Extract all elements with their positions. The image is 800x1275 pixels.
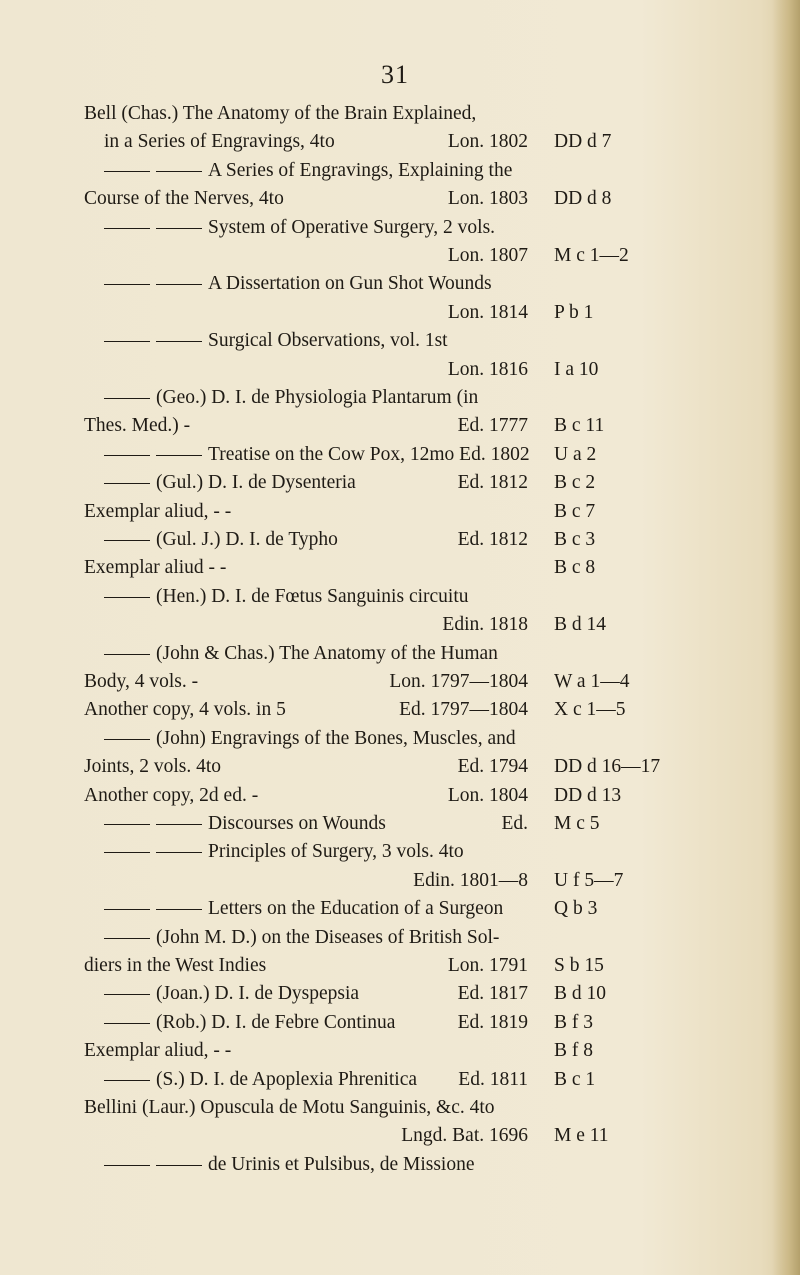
entry-title: System of Operative Surgery, 2 vols. [208, 216, 496, 238]
entry-title: Bellini (Laur.) Opuscula de Motu Sanguinis, &c. 4to [84, 1097, 495, 1118]
shelf-mark: Q b 3 [554, 898, 598, 920]
catalogue-line [0, 469, 800, 497]
imprint: Ed. 1817 [457, 983, 528, 1005]
catalogue-line [0, 327, 800, 355]
shelf-mark: B f 8 [554, 1040, 593, 1062]
ditto-rule [104, 739, 150, 740]
entry-text [104, 128, 335, 156]
entry-text [104, 1066, 417, 1094]
entry-title: (Geo.) D. I. de Physiologia Plantarum (in [156, 387, 479, 408]
imprint: Lon. 1804 [447, 784, 528, 806]
catalogue-line [0, 810, 800, 838]
entry-title: (Gul.) D. I. de Dysenteria [156, 472, 356, 494]
catalogue-line [0, 782, 800, 810]
shelf-mark: B d 14 [554, 614, 607, 636]
shelf-mark: B c 1 [554, 1068, 596, 1090]
entry-text [84, 753, 221, 781]
shelf-mark: DD d 16—17 [554, 756, 661, 778]
imprint: Ed. 1819 [457, 1011, 528, 1033]
entry-text [104, 441, 530, 469]
shelf-mark: I a 10 [554, 358, 599, 380]
entry-text [104, 980, 359, 1008]
shelf-mark: M c 5 [554, 813, 600, 834]
entry-title: Discourses on Wounds [208, 813, 386, 834]
catalogue-line [0, 1009, 800, 1037]
entry-text [104, 526, 338, 554]
imprint: Lon. 1797—1804 [389, 671, 528, 692]
shelf-mark: B d 10 [554, 983, 607, 1005]
shelf-mark: U f 5—7 [554, 869, 624, 891]
catalogue-line [0, 128, 800, 156]
catalogue-line [0, 412, 800, 440]
entry-text [84, 782, 258, 810]
shelf-mark: X c 1—5 [554, 699, 626, 721]
entry-text [104, 214, 495, 242]
ditto-rule [156, 824, 202, 825]
catalogue-line [0, 895, 800, 923]
imprint: Lon. 1807 [447, 245, 528, 266]
ditto-rule [104, 597, 150, 598]
catalogue-line [0, 214, 800, 242]
imprint: Lon. 1814 [447, 301, 528, 323]
entry-text [84, 1037, 231, 1065]
shelf-mark: B c 2 [554, 472, 596, 494]
shelf-mark: B c 8 [554, 557, 596, 579]
entry-title: Course of the Nerves, 4to [84, 188, 284, 210]
entry-title: A Series of Engravings, Explaining the [208, 159, 513, 181]
entry-text [104, 384, 478, 412]
ditto-rule [156, 455, 202, 456]
shelf-mark: B c 11 [554, 415, 605, 437]
imprint: Lon. 1802 [447, 131, 528, 153]
catalogue-line [0, 299, 800, 327]
ditto-rule [104, 540, 150, 541]
entry-text [84, 1094, 495, 1122]
entry-title: (Rob.) D. I. de Febre Continua [156, 1011, 396, 1033]
shelf-mark: DD d 13 [554, 784, 622, 806]
catalogue-line [0, 384, 800, 412]
shelf-mark: B c 7 [554, 500, 596, 522]
catalogue-line [0, 668, 800, 696]
ditto-rule [104, 1080, 150, 1081]
imprint: Lon. 1803 [447, 188, 528, 210]
ditto-rule [104, 483, 150, 484]
entry-text [104, 327, 448, 355]
shelf-mark: P b 1 [554, 301, 594, 323]
catalogue-line [0, 867, 800, 895]
ditto-rule [156, 171, 202, 172]
catalogue-line [0, 1066, 800, 1094]
ditto-rule [104, 341, 150, 342]
entry-text [104, 725, 516, 753]
imprint: Lon. 1791 [447, 955, 528, 976]
shelf-mark: M e 11 [554, 1125, 609, 1147]
entry-title: (Joan.) D. I. de Dyspepsia [156, 983, 360, 1005]
catalogue-line [0, 100, 800, 128]
catalogue-line [0, 980, 800, 1008]
catalogue-line [0, 725, 800, 753]
ditto-rule [156, 909, 202, 910]
entry-text [104, 810, 386, 838]
catalogue-line [0, 554, 800, 582]
catalogue-line [0, 696, 800, 724]
shelf-mark: W a 1—4 [554, 671, 630, 692]
entry-title: in a Series of Engravings, 4to [104, 131, 335, 153]
ditto-rule [104, 455, 150, 456]
entry-title: (Gul. J.) D. I. de Typho [156, 529, 338, 550]
shelf-mark: S b 15 [554, 955, 604, 976]
imprint: Ed. 1811 [458, 1068, 528, 1090]
entry-text [84, 554, 226, 582]
imprint: Ed. 1794 [457, 756, 528, 778]
ditto-rule [104, 1165, 150, 1166]
catalogue-line [0, 242, 800, 270]
imprint: Lon. 1816 [447, 358, 528, 380]
ditto-rule [104, 1023, 150, 1024]
entry-text [104, 583, 469, 611]
entry-text [84, 696, 286, 724]
ditto-rule [104, 228, 150, 229]
ditto-rule [156, 1165, 202, 1166]
catalogue-line [0, 1151, 800, 1179]
entry-title: A Dissertation on Gun Shot Wounds [208, 273, 492, 295]
catalogue-line [0, 1122, 800, 1150]
shelf-mark: M c 1—2 [554, 245, 629, 266]
ditto-rule [104, 824, 150, 825]
shelf-mark: B c 3 [554, 529, 596, 550]
entry-title: Letters on the Education of a Surgeon [208, 898, 504, 920]
entry-title: Exemplar aliud - - [84, 557, 227, 579]
entry-title: Treatise on the Cow Pox, 12mo Ed. 1802 [208, 443, 530, 465]
catalogue-line [0, 526, 800, 554]
catalogue-line [0, 157, 800, 185]
ditto-rule [104, 171, 150, 172]
catalogue-line [0, 441, 800, 469]
entry-title: Another copy, 4 vols. in 5 [84, 699, 286, 721]
catalogue-line [0, 185, 800, 213]
imprint: Edin. 1818 [442, 614, 528, 636]
ditto-rule [156, 284, 202, 285]
ditto-rule [104, 938, 150, 939]
entry-text [104, 1009, 395, 1037]
entry-text [84, 952, 266, 980]
catalogue-line [0, 838, 800, 866]
entry-title: Exemplar aliud, - - [84, 500, 232, 522]
entry-text [104, 270, 492, 298]
entry-title: diers in the West Indies [84, 955, 267, 976]
entry-title: Another copy, 2d ed. - [84, 784, 259, 806]
entry-text [104, 157, 512, 185]
entry-text [104, 924, 499, 952]
imprint: Ed. 1812 [457, 472, 528, 494]
entry-text [84, 498, 231, 526]
entry-title: (S.) D. I. de Apoplexia Phrenitica [156, 1068, 418, 1090]
entry-text [84, 668, 198, 696]
catalogue-line [0, 1037, 800, 1065]
ditto-rule [104, 909, 150, 910]
ditto-rule [104, 398, 150, 399]
page-number: 31 [381, 60, 409, 89]
ditto-rule [104, 852, 150, 853]
catalogue-line [0, 924, 800, 952]
entry-title: Exemplar aliud, - - [84, 1040, 232, 1062]
entry-title: Bell (Chas.) The Anatomy of the Brain Explained, [84, 103, 477, 124]
entry-title: Thes. Med.) - [84, 415, 191, 437]
ditto-rule [156, 228, 202, 229]
ditto-rule [104, 994, 150, 995]
catalogue-line [0, 270, 800, 298]
entry-title: Principles of Surgery, 3 vols. 4to [208, 841, 464, 863]
catalogue-line [0, 753, 800, 781]
entry-title: (Hen.) D. I. de Fœtus Sanguinis circuitu [156, 585, 469, 607]
entry-text [104, 469, 356, 497]
imprint: Edin. 1801—8 [413, 869, 528, 891]
entry-title: Joints, 2 vols. 4to [84, 756, 222, 778]
entry-title: (John M. D.) on the Diseases of British Sol- [156, 926, 500, 948]
entry-title: Body, 4 vols. - [84, 671, 199, 692]
imprint: Ed. [501, 813, 528, 834]
ditto-rule [104, 284, 150, 285]
shelf-mark: B f 3 [554, 1011, 593, 1033]
catalogue-line [0, 640, 800, 668]
entry-title: (John) Engravings of the Bones, Muscles, and [156, 727, 516, 749]
catalogue-line [0, 356, 800, 384]
entry-title: de Urinis et Pulsibus, de Missione [208, 1153, 475, 1175]
entry-text [84, 412, 190, 440]
entry-text [104, 1151, 475, 1179]
ditto-rule [104, 654, 150, 655]
entry-text [84, 100, 476, 128]
catalogue-line [0, 611, 800, 639]
catalogue-line [0, 498, 800, 526]
entry-title: Surgical Observations, vol. 1st [208, 330, 448, 352]
catalogue-line [0, 1094, 800, 1122]
shelf-mark: DD d 7 [554, 131, 612, 153]
entry-text [104, 640, 498, 668]
catalogue-line [0, 952, 800, 980]
imprint: Lngd. Bat. 1696 [401, 1125, 528, 1147]
shelf-mark: DD d 8 [554, 188, 612, 210]
entry-text [104, 838, 464, 866]
catalogue-line [0, 583, 800, 611]
imprint: Ed. 1797—1804 [399, 699, 528, 721]
entry-text [84, 185, 284, 213]
ditto-rule [156, 341, 202, 342]
shelf-mark: U a 2 [554, 443, 597, 465]
imprint: Ed. 1777 [457, 415, 528, 437]
ditto-rule [156, 852, 202, 853]
imprint: Ed. 1812 [457, 529, 528, 550]
entry-text [104, 895, 503, 923]
entry-title: (John & Chas.) The Anatomy of the Human [156, 642, 498, 664]
